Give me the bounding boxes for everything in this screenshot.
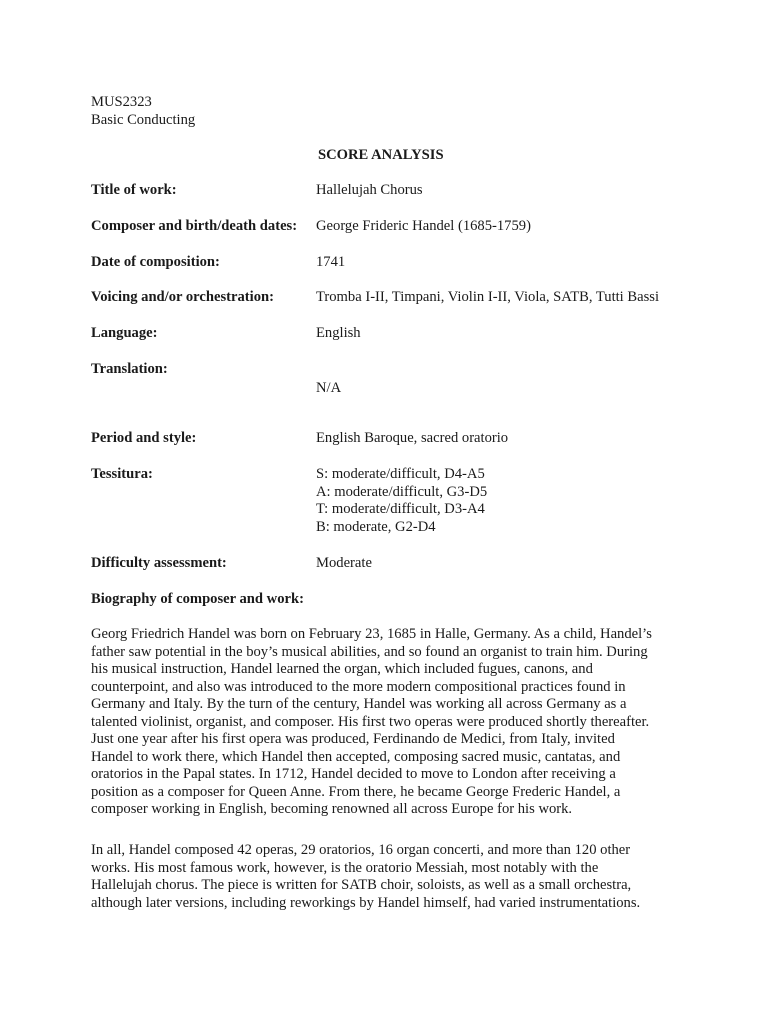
field-value-composer: George Frideric Handel (1685-1759): [316, 218, 531, 234]
field-label-voicing: Voicing and/or orchestration:: [91, 289, 274, 305]
field-label-date: Date of composition:: [91, 254, 220, 270]
paragraph-line: Germany and Italy. By the turn of the century, Handel was working all across Germany as a: [91, 696, 627, 712]
paragraph-line: In all, Handel composed 42 operas, 29 oratorios, 16 organ concerti, and more than 120 other: [91, 842, 631, 858]
field-label-tessitura: Tessitura:: [91, 466, 153, 482]
field-label-period: Period and style:: [91, 430, 197, 446]
field-label-translation: Translation:: [91, 361, 168, 377]
document-heading: SCORE ANALYSIS: [318, 147, 444, 163]
paragraph-line: father saw potential in the boy’s musical abilities, and so found an organist to train him. During: [91, 643, 648, 660]
tessitura-tenor: T: moderate/difficult, D3-A4: [316, 501, 485, 517]
paragraph-line: although later versions, including reworkings by Handel himself, had varied instrumentations.: [91, 894, 641, 911]
field-value-voicing: Tromba I-II, Timpani, Violin I-II, Viola, SATB, Tutti Bassi: [316, 289, 660, 305]
field-label-composer: Composer and birth/death dates:: [91, 218, 298, 234]
paragraph-line: talented violinist, organist, and composer. His first two operas were produced shortly thereafter.: [91, 713, 650, 730]
field-value-translation: N/A: [316, 380, 342, 396]
field-value-difficulty: Moderate: [316, 555, 372, 571]
tessitura-bass: B: moderate, G2-D4: [316, 518, 436, 535]
field-label-difficulty: Difficulty assessment:: [91, 555, 227, 571]
paragraph-line: oratorios in the Papal states. In 1712, Handel decided to move to London after receiving a: [91, 766, 616, 782]
field-value-language: English: [316, 325, 361, 341]
paragraph-line: Just one year after his first opera was produced, Ferdinando de Medici, from Italy, invited: [91, 731, 615, 747]
paragraph-line: works. His most famous work, however, is the oratorio Messiah, most notably with the: [91, 859, 599, 876]
course-code: MUS2323: [91, 94, 152, 110]
course-header: [91, 94, 195, 129]
field-value-period: English Baroque, sacred oratorio: [316, 430, 509, 446]
course-name: Basic Conducting: [91, 111, 196, 128]
field-label-title: Title of work:: [91, 182, 177, 198]
biography-paragraph-1: [91, 626, 691, 819]
paragraph-line: position as a composer for Queen Anne. From there, he became George Frederic Handel, a: [91, 783, 621, 800]
paragraph-line: his musical instruction, Handel learned the organ, which included fugues, canons, and: [91, 661, 593, 677]
field-value-date: 1741: [316, 254, 346, 270]
paragraph-line: counterpoint, and also was introduced to the more modern compositional practices found in: [91, 678, 626, 695]
paragraph-line: Hallelujah chorus. The piece is written for SATB choir, soloists, as well as a small orchestra,: [91, 877, 632, 893]
biography-title: Biography of composer and work:: [91, 591, 304, 607]
paragraph-line: composer working in English, becoming renowned all across Europe for his work.: [91, 801, 573, 817]
field-value-title: Hallelujah Chorus: [316, 182, 423, 198]
tessitura-alto: A: moderate/difficult, G3-D5: [316, 483, 488, 500]
field-value-tessitura: [316, 466, 487, 536]
paragraph-line: Georg Friedrich Handel was born on February 23, 1685 in Halle, Germany. As a child, Handel’s: [91, 626, 652, 642]
tessitura-soprano: S: moderate/difficult, D4-A5: [316, 466, 485, 482]
field-label-language: Language:: [91, 325, 158, 341]
biography-paragraph-2: [91, 842, 691, 912]
paragraph-line: Handel to work there, which Handel then accepted, composing sacred music, cantatas, and: [91, 748, 621, 765]
